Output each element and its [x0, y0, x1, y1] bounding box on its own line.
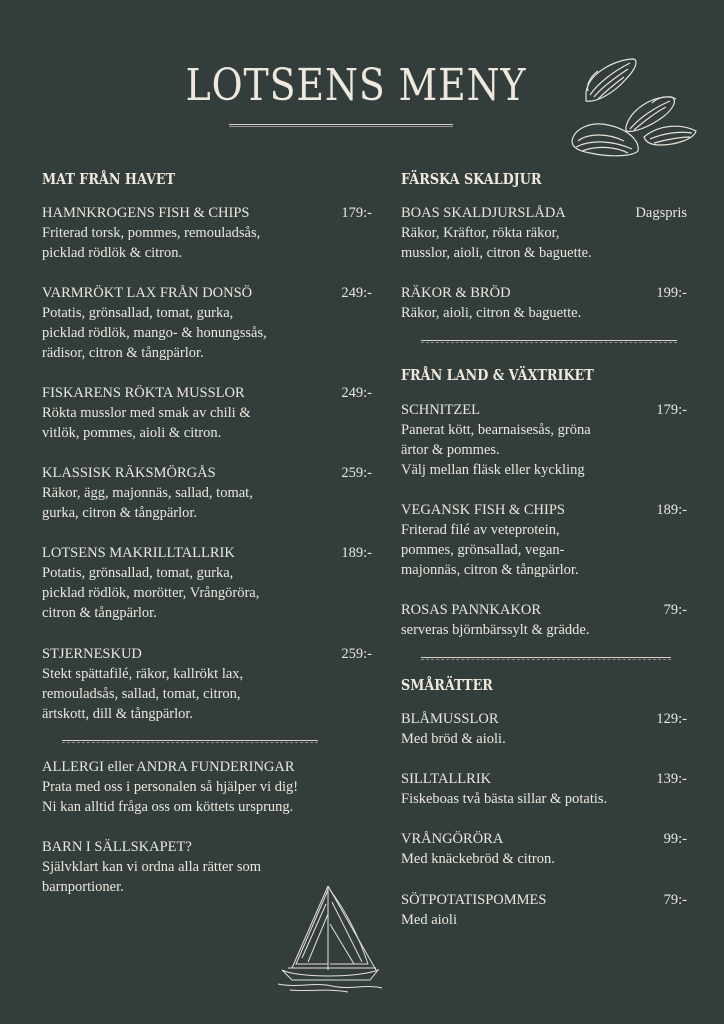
menu-item-description: Med aioli — [401, 912, 457, 928]
menu-item-name: BLÅMUSSLOR — [401, 711, 499, 727]
menu-item-description: Räkor, ägg, majonnäs, sallad, tomat, gurka, citron & tångpärlor. — [42, 485, 253, 521]
menu-item-description: serveras björnbärssylt & grädde. — [401, 622, 590, 638]
allergy-note: ALLERGI eller ANDRA FUNDERINGAR Prata med oss i personalen så hjälper vi dig! Ni kan alltid fråga oss om köttets ursprung. — [42, 759, 299, 815]
section-divider — [421, 340, 677, 343]
menu-item-name: STJERNESKUD — [42, 646, 142, 662]
menu-item — [401, 769, 687, 809]
menu-item-description: Friterad torsk, pommes, remouladsås, picklad rödlök & citron. — [42, 225, 261, 261]
menu-item-name: BOAS SKALDJURSLÅDA — [401, 205, 566, 221]
menu-item-name: RÄKOR & BRÖD — [401, 285, 511, 301]
menu-item-name: ROSAS PANNKAKOR — [401, 602, 542, 618]
sailboat-illustration-icon — [278, 884, 384, 994]
menu-item — [42, 203, 372, 263]
menu-item-price: 139:- — [656, 771, 687, 787]
menu-item-description: Stekt spättafilé, räkor, kallrökt lax, remouladsås, sallad, tomat, citron, ärtskott, dill & tångpärlor. — [42, 666, 244, 722]
menu-item-description: Med bröd & aioli. — [401, 731, 506, 747]
menu-item-price: 249:- — [341, 285, 372, 301]
menu-item-name: LOTSENS MAKRILLTALLRIK — [42, 545, 235, 561]
menu-item-description: Fiskeboas två bästa sillar & potatis. — [401, 791, 608, 807]
menu-item-price: 99:- — [663, 831, 687, 847]
menu-item — [401, 829, 687, 869]
menu-item-price: 189:- — [341, 545, 372, 561]
menu-item-price: 79:- — [663, 892, 687, 908]
menu-item-price: 179:- — [341, 205, 372, 221]
children-note: BARN I SÄLLSKAPET? Självklart kan vi ordna alla rätter som barnportioner. — [42, 839, 262, 895]
menu-item — [401, 203, 687, 263]
menu-item-price: 79:- — [663, 602, 687, 618]
menu-item-description: Potatis, grönsallad, tomat, gurka, picklad rödlök, morötter, Vrångöröra, citron & tångpärlor. — [42, 565, 260, 621]
menu-item-name: VRÅNGÖRÖRA — [401, 831, 504, 847]
title-divider — [229, 124, 453, 127]
menu-item-description: Räkor, aioli, citron & baguette. — [401, 305, 582, 321]
menu-item — [42, 644, 372, 724]
menu-item-price: Dagspris — [635, 205, 687, 221]
menu-item-price: 259:- — [341, 465, 372, 481]
section-divider — [62, 740, 318, 743]
menu-item — [42, 383, 372, 443]
menu-item-name: VEGANSK FISH & CHIPS — [401, 502, 565, 518]
menu-item — [401, 600, 687, 640]
menu-item — [401, 283, 687, 323]
menu-item-price: 259:- — [341, 646, 372, 662]
menu-item-name: SCHNITZEL — [401, 402, 480, 418]
menu-item-description: Med knäckebröd & citron. — [401, 851, 555, 867]
menu-item-name: SÖTPOTATISPOMMES — [401, 892, 547, 908]
menu-item — [401, 500, 687, 580]
menu-item — [42, 463, 372, 523]
menu-item-name: HAMNKROGENS FISH & CHIPS — [42, 205, 250, 221]
menu-item-name: SILLTALLRIK — [401, 771, 492, 787]
menu-item-price: 249:- — [341, 385, 372, 401]
menu-item-price: 199:- — [656, 285, 687, 301]
menu-item-description: Rökta musslor med smak av chili & vitlök, pommes, aioli & citron. — [42, 405, 251, 441]
menu-item — [401, 400, 687, 480]
page-title: LOTSENS MENY — [185, 60, 527, 111]
menu-item-description: Potatis, grönsallad, tomat, gurka, picklad rödlök, mango- & honungssås, rädisor, citron & tångpärlor. — [42, 305, 267, 361]
menu-item-description: Panerat kött, bearnaisesås, gröna ärtor & pommes. Välj mellan fläsk eller kyckling — [401, 422, 591, 478]
mussels-illustration-icon — [568, 55, 700, 167]
menu-item — [401, 709, 687, 749]
menu-item-price: 189:- — [656, 502, 687, 518]
menu-item — [42, 283, 372, 363]
section-heading-farska-skaldjur: FÄRSKA SKALDJUR — [401, 171, 542, 188]
menu-item — [42, 543, 372, 623]
menu-item-name: VARMRÖKT LAX FRÅN DONSÖ — [42, 285, 253, 301]
menu-item-description: Friterad filé av veteprotein, pommes, grönsallad, vegan- majonnäs, citron & tångpärlor. — [401, 522, 579, 578]
menu-item — [401, 890, 687, 930]
menu-item-price: 179:- — [656, 402, 687, 418]
section-heading-fran-land-och-vaxtriket: FRÅN LAND & VÄXTRIKET — [401, 367, 594, 384]
section-divider — [421, 657, 671, 660]
menu-item-name: FISKARENS RÖKTA MUSSLOR — [42, 385, 245, 401]
section-heading-mat-fran-havet: MAT FRÅN HAVET — [42, 171, 176, 188]
menu-item-name: KLASSISK RÄKSMÖRGÅS — [42, 465, 216, 481]
menu-item-price: 129:- — [656, 711, 687, 727]
section-heading-smaratter: SMÅRÄTTER — [401, 677, 493, 694]
menu-item-description: Räkor, Kräftor, rökta räkor, musslor, aioli, citron & baguette. — [401, 225, 592, 261]
